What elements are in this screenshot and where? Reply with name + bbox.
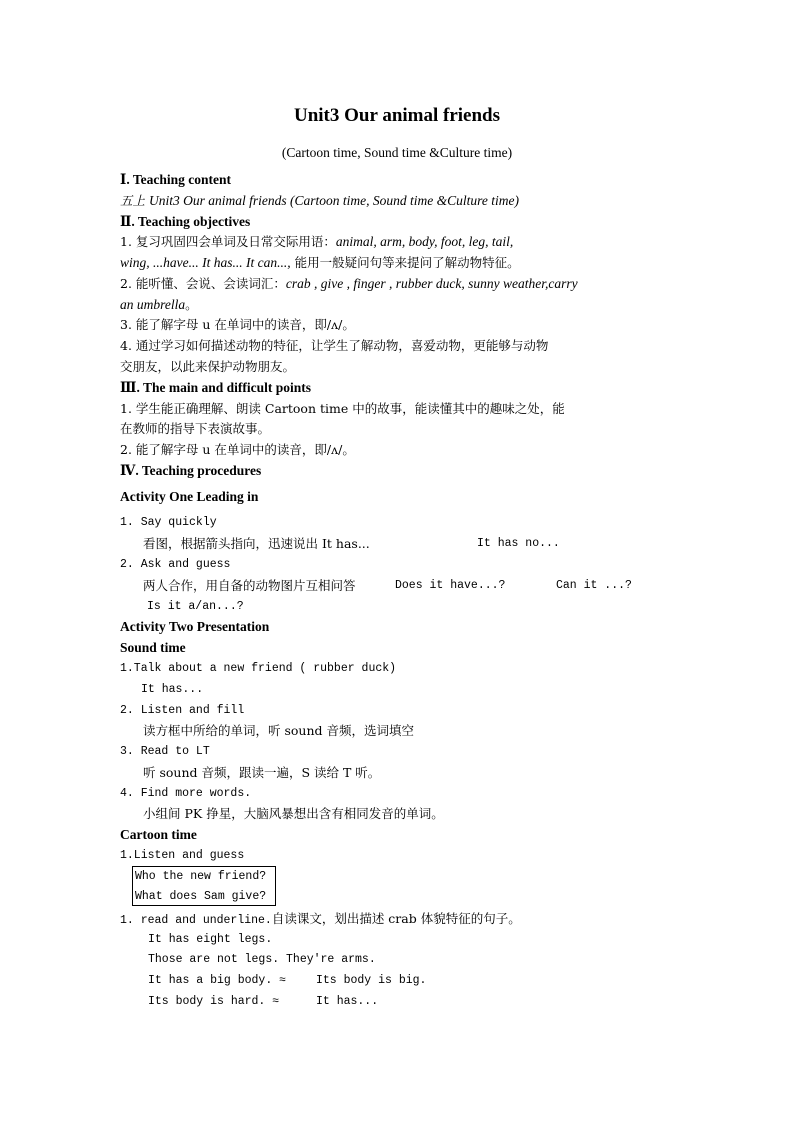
- sound-item-4: 4. Find more words.: [120, 787, 252, 800]
- objective-2-en: crab , give , finger , rubber duck, sunny weather,carry: [285, 276, 578, 291]
- objective-1b-en: wing, ...have... It has... It can...,: [120, 255, 291, 270]
- section-teaching-objectives-heading: Ⅱ. Teaching objectives: [120, 214, 251, 229]
- objective-2b-en: an umbrella: [120, 297, 186, 312]
- sound-item-1-sub: It has...: [141, 683, 204, 696]
- reading-sentence-3-alt: Its body is big.: [316, 974, 427, 987]
- box-question-2: What does Sam give?: [135, 890, 267, 903]
- objective-4-line-b: 交朋友，以此来保护动物朋友。: [120, 359, 296, 374]
- objective-2-line-b: [120, 295, 198, 315]
- activity-one-item-2: 2. Ask and guess: [120, 558, 231, 571]
- sound-item-3-desc: 听 sound 音频，跟读一遍，S 读给 T 听。: [143, 765, 381, 780]
- document-title: Unit3 Our animal friends: [293, 105, 501, 126]
- cartoon-item-2: [120, 909, 521, 931]
- activity-one-question-3: Is it a/an...?: [147, 600, 244, 613]
- sound-item-2-desc: 读方框中所给的单词，听 sound 音频，选词填空: [143, 723, 414, 738]
- objective-4-line-a: 4. 通过学习如何描述动物的特征，让学生了解动物，喜爱动物，更能够与动物: [120, 338, 549, 353]
- objective-1-cn: 1. 复习巩固四会单词及日常交际用语：: [120, 234, 336, 249]
- sound-item-2: 2. Listen and fill: [120, 704, 245, 717]
- reading-sentence-4-alt: It has...: [316, 995, 379, 1008]
- activity-one-item-2-desc: 两人合作，用自备的动物图片互相问答: [143, 578, 356, 593]
- objective-2-cn: 2. 能听懂、会说、会读词汇：: [120, 276, 286, 291]
- cartoon-item-2-en: 1. read and underline.: [120, 914, 272, 927]
- reading-sentence-2: Those are not legs. They're arms.: [148, 953, 376, 966]
- point-1-line-a: 1. 学生能正确理解、朗读 Cartoon time 中的故事，能读懂其中的趣味之处，能: [120, 401, 565, 416]
- teaching-content-line: [120, 191, 519, 211]
- teaching-content-prefix: 五上: [120, 193, 149, 208]
- reading-sentence-4: Its body is hard. ≈: [148, 995, 280, 1008]
- cartoon-time-heading: Cartoon time: [120, 827, 197, 842]
- document-subtitle: (Cartoon time, Sound time &Culture time): [281, 145, 513, 160]
- box-question-1: Who the new friend?: [135, 870, 267, 883]
- activity-two-heading: Activity Two Presentation: [120, 619, 270, 634]
- point-1-line-b: 在教师的指导下表演故事。: [120, 421, 271, 436]
- objective-1b-cn: 能用一般疑问句等来提问了解动物特征。: [290, 255, 520, 270]
- section-main-points-heading: Ⅲ. The main and difficult points: [120, 380, 311, 395]
- objective-1-line-a: [120, 232, 513, 252]
- activity-one-item-1-extra: It has no...: [477, 537, 560, 550]
- sound-item-3: 3. Read to LT: [120, 745, 210, 758]
- objective-3: 3. 能了解字母 u 在单词中的读音，即/ʌ/。: [120, 317, 355, 332]
- questions-box: [132, 866, 276, 906]
- objective-1-en: animal, arm, body, foot, leg, tail,: [335, 234, 514, 249]
- section-teaching-procedures-heading: Ⅳ. Teaching procedures: [120, 463, 262, 478]
- reading-sentence-1: It has eight legs.: [148, 933, 273, 946]
- teaching-content-text: Unit3 Our animal friends (Cartoon time, Sound time &Culture time): [148, 193, 519, 208]
- sound-item-4-desc: 小组间 PK 挣星，大脑风暴想出含有相同发音的单词。: [143, 806, 444, 821]
- activity-one-item-1-desc: [143, 534, 370, 554]
- objective-2-line-a: [120, 274, 578, 294]
- point-2: 2. 能了解字母 u 在单词中的读音，即/ʌ/。: [120, 442, 355, 457]
- activity-one-question-1: Does it have...?: [395, 579, 506, 592]
- section-teaching-content-heading: Ⅰ. Teaching content: [120, 172, 231, 187]
- activity-one-item-1: 1. Say quickly: [120, 516, 217, 529]
- sound-time-heading: Sound time: [120, 640, 186, 655]
- activity-one-heading: Activity One Leading in: [120, 489, 259, 504]
- cartoon-item-1: 1.Listen and guess: [120, 849, 245, 862]
- item-1-desc-text: 看图，根据箭头指向，迅速说出 It has...: [143, 536, 370, 551]
- cartoon-item-2-cn: 自读课文，划出描述 crab 体貌特征的句子。: [271, 911, 521, 926]
- activity-one-question-2: Can it ...?: [556, 579, 632, 592]
- sound-item-1: 1.Talk about a new friend ( rubber duck): [120, 662, 397, 675]
- reading-sentence-3: It has a big body. ≈: [148, 974, 287, 987]
- objective-1-line-b: [120, 253, 520, 273]
- objective-2b-cn: 。: [185, 297, 198, 312]
